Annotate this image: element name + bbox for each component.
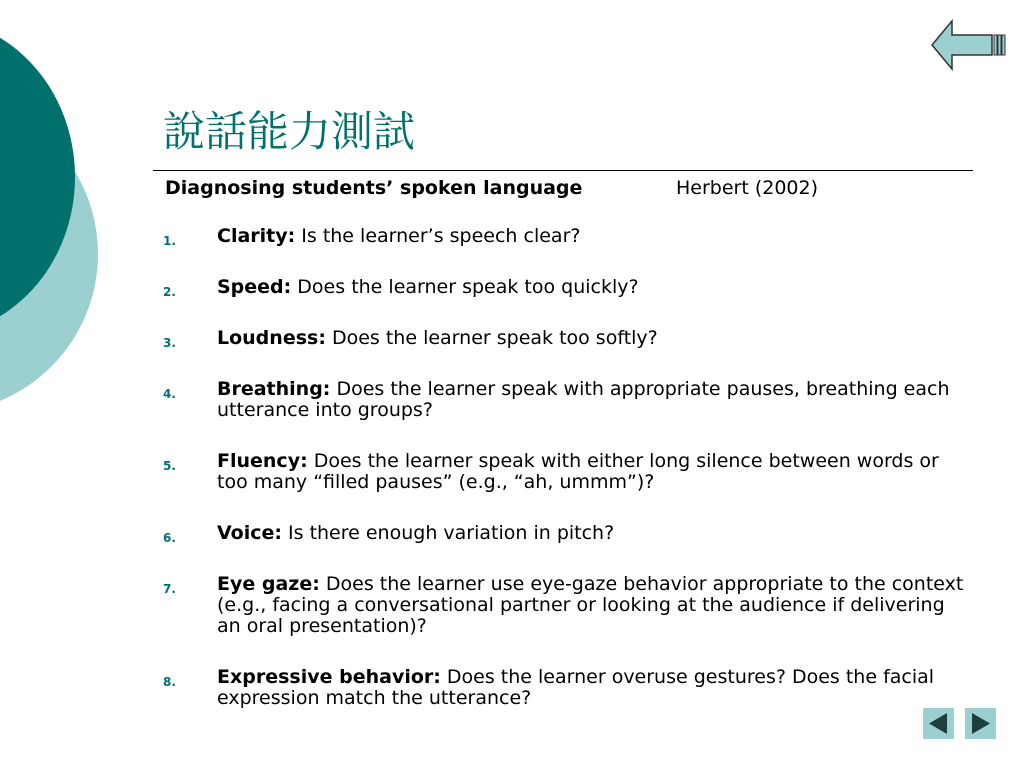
item-text: Does the learner speak too quickly? [291, 276, 639, 298]
item-number: 3. [163, 336, 176, 350]
item-keyword: Breathing: [217, 378, 331, 400]
item-text: Does the learner speak too softly? [325, 327, 658, 349]
list-item [163, 379, 971, 421]
item-number: 8. [163, 675, 176, 689]
item-number: 4. [163, 387, 176, 401]
item-number: 6. [163, 531, 176, 545]
title-divider [153, 170, 973, 171]
previous-slide-button[interactable] [923, 708, 954, 739]
item-number: 7. [163, 582, 176, 596]
list-item [163, 328, 971, 349]
subheading [165, 176, 819, 200]
slide-title: 說話能力測試 [163, 107, 416, 156]
subheading-label: Diagnosing students’ spoken language [165, 177, 583, 199]
item-number: 2. [163, 285, 176, 299]
item-keyword: Expressive behavior: [217, 666, 441, 688]
item-text: Is there enough variation in pitch? [281, 522, 615, 544]
item-keyword: Clarity: [217, 225, 296, 247]
item-text: Does the learner speak with either long silence between words or too many “filled pauses” (e.g., “ah, ummm”)? [217, 450, 939, 493]
item-text: Does the learner overuse gestures? Does the facial expression match the utterance? [217, 666, 935, 709]
item-number: 5. [163, 459, 176, 473]
criteria-list [163, 226, 971, 739]
item-text: Is the learner’s speech clear? [295, 225, 581, 247]
list-item [163, 277, 971, 298]
item-keyword: Speed: [217, 276, 292, 298]
list-item [163, 226, 971, 247]
next-slide-icon [965, 708, 996, 739]
next-slide-button[interactable] [965, 708, 996, 739]
list-item [163, 574, 971, 637]
list-item [163, 523, 971, 544]
back-arrow-icon[interactable] [930, 18, 1006, 72]
item-keyword: Loudness: [217, 327, 326, 349]
item-keyword: Fluency: [217, 450, 308, 472]
item-keyword: Eye gaze: [217, 573, 320, 595]
item-text: Does the learner speak with appropriate pauses, breathing each utterance into groups? [217, 378, 950, 421]
list-item [163, 667, 971, 709]
item-text: Does the learner use eye-gaze behavior appropriate to the context (e.g., facing a conversational partner or looking at the audience if delivering an oral presentation)? [217, 573, 964, 637]
list-item [163, 451, 971, 493]
previous-slide-icon [923, 708, 954, 739]
item-keyword: Voice: [217, 522, 282, 544]
item-number: 1. [163, 234, 176, 248]
source-citation: Herbert (2002) [676, 177, 819, 199]
